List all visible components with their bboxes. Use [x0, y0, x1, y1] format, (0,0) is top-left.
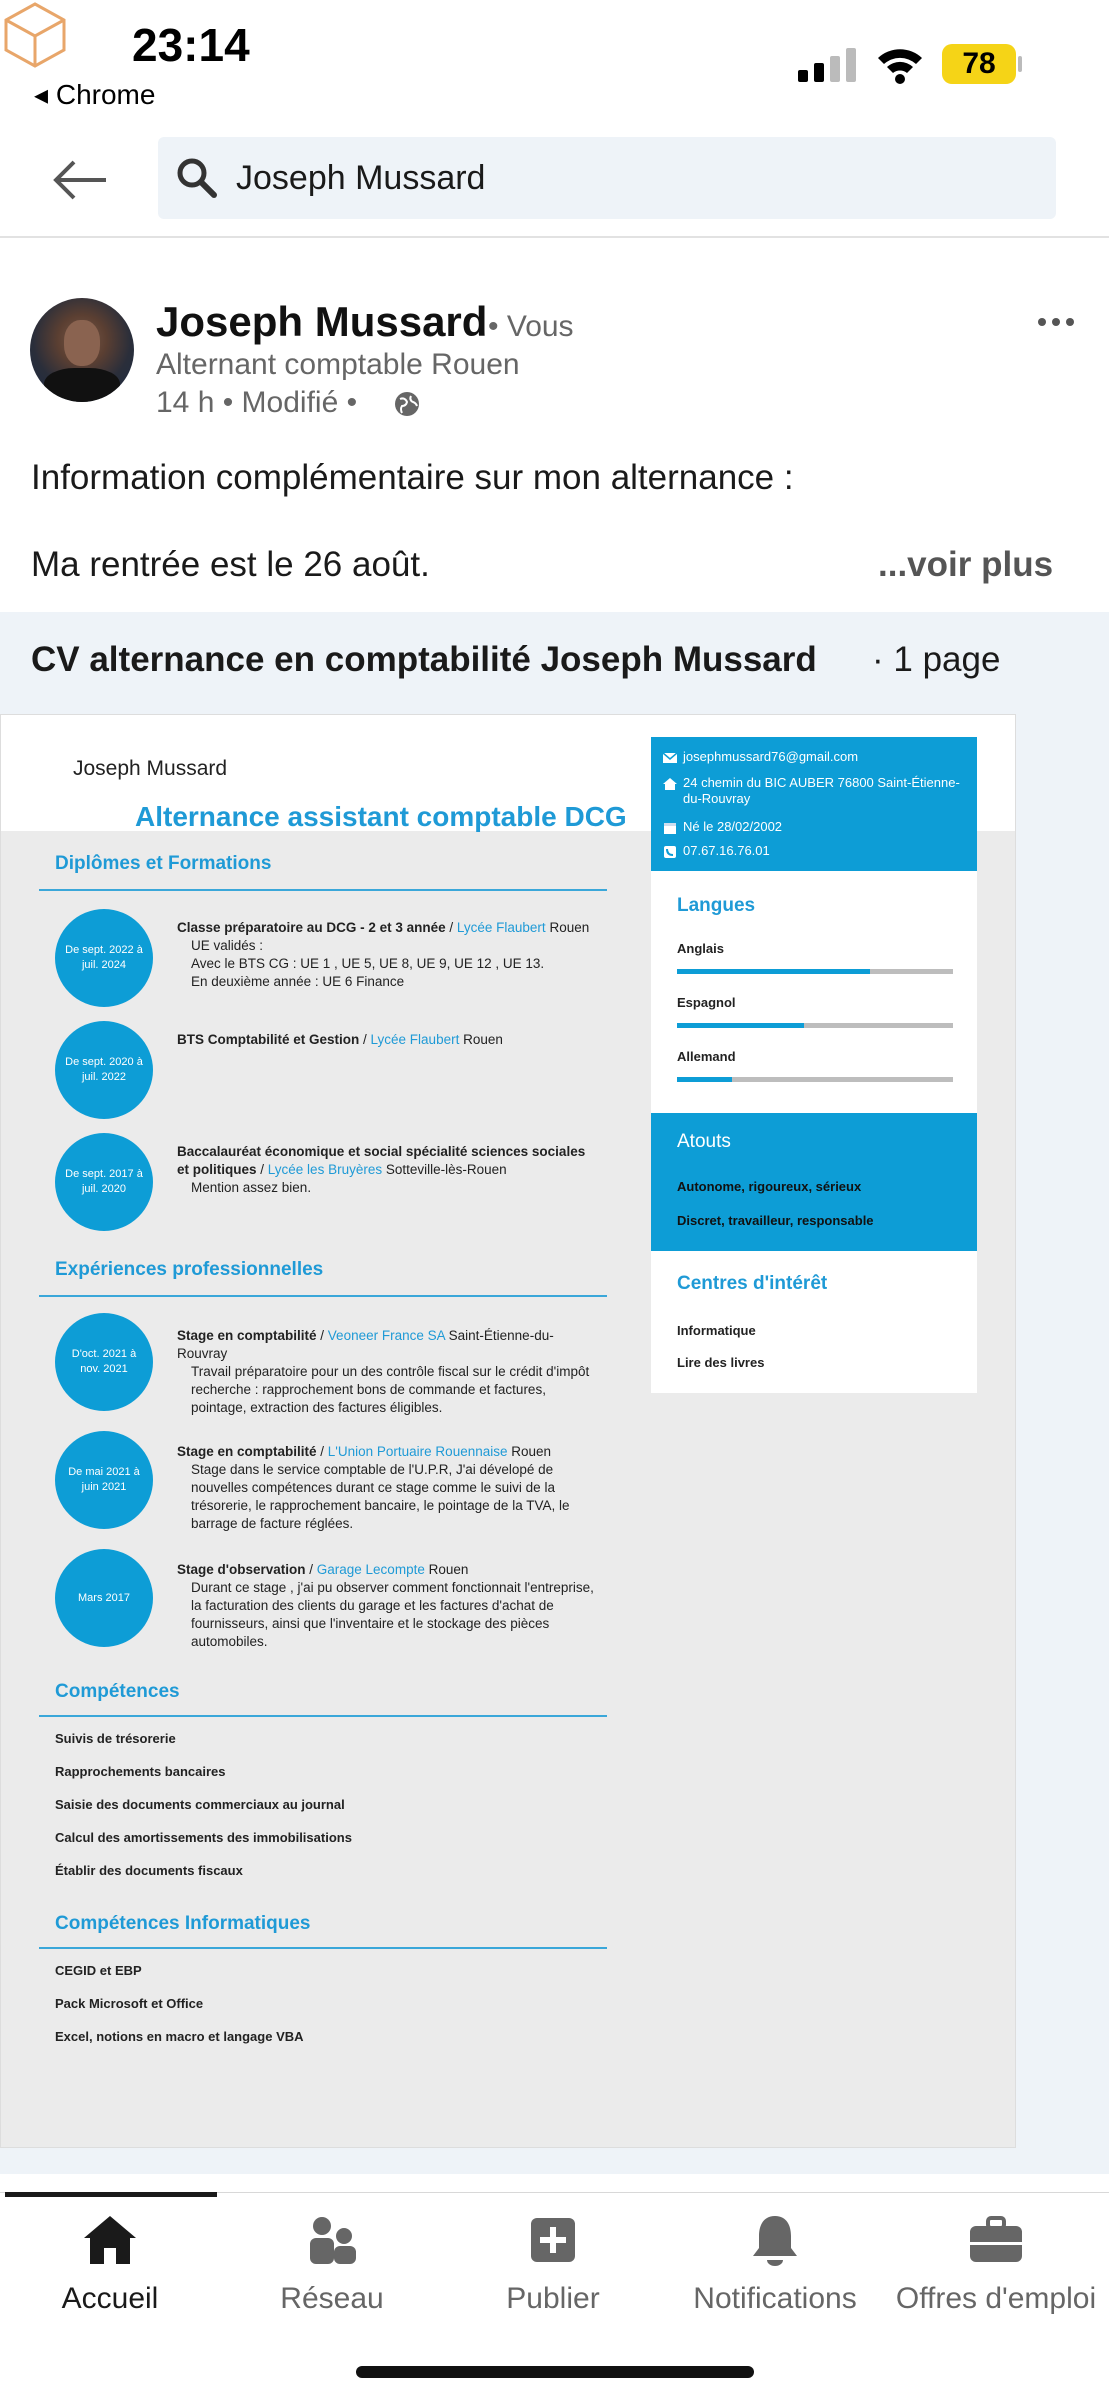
cv-document[interactable]	[0, 714, 1016, 2148]
exp-dates-3: Mars 2017	[55, 1549, 153, 1647]
exp-entry-3: Stage d'observation / Garage Lecompte Rouen Durant ce stage , j'ai pu observer comment fonctionnait l'entreprise, la facturation des clients du garage et les factures d'achat de fournisseurs, ainsi que l'inventaire et le stockage des pièces automobiles.	[177, 1562, 594, 1649]
post-text-line2: Ma rentrée est le 26 août.	[31, 545, 430, 584]
edu-dates-1: De sept. 2022 à juil. 2024	[55, 909, 153, 1007]
author-badge: • Vous	[488, 310, 574, 343]
edu-dates-3: De sept. 2017 à juil. 2020	[55, 1133, 153, 1231]
plus-square-icon	[523, 2210, 583, 2270]
calendar-icon	[663, 821, 677, 835]
nav-jobs[interactable]	[886, 2200, 1106, 2316]
document-title[interactable]: CV alternance en comptabilité Joseph Mussard	[31, 640, 817, 679]
cv-section-experience: Expériences professionnelles	[55, 1259, 324, 1280]
cv-section-skills: Compétences	[55, 1681, 180, 1702]
skill-item: Rapprochements bancaires	[55, 1764, 226, 1779]
nav-post-label: Publier	[506, 2282, 600, 2315]
cv-email: josephmussard76@gmail.com	[683, 749, 859, 764]
interest-item: Informatique	[677, 1323, 756, 1338]
it-skill-item: Excel, notions en macro et langage VBA	[55, 2029, 304, 2044]
skill-item: Saisie des documents commerciaux au journal	[55, 1797, 345, 1812]
nav-notifications-label: Notifications	[693, 2282, 857, 2315]
cv-birth: Né le 28/02/2002	[683, 819, 783, 834]
nav-home[interactable]	[0, 2200, 220, 2316]
cv-section-education: Diplômes et Formations	[55, 853, 272, 874]
cv-address: 24 chemin du BIC AUBER 76800 Saint-Étienne-du-Rouvray	[683, 775, 960, 806]
avatar[interactable]	[30, 298, 134, 402]
search-icon	[174, 155, 220, 201]
see-more-link[interactable]: ...voir plus	[878, 545, 1054, 584]
cv-interests-box	[651, 1251, 977, 1393]
language-name: Anglais	[677, 941, 724, 956]
phone-icon	[663, 845, 677, 859]
edu-entry-3: Baccalauréat économique et social spécialité sciences sociales et politiques / Lycée les Bruyères Sotteville-lès-Rouen Mention assez bien.	[177, 1144, 586, 1195]
exp-entry-2: Stage en comptabilité / L'Union Portuaire Rouennaise Rouen Stage dans le service comptable de l'U.P.R, J'ai dévelopé de nouvelles compétences durant ce stage comme le suivi de la trésorerie, le rapprochement bancaire, le pointage de la TVA, le barrage de facture réglées.	[177, 1444, 570, 1531]
status-time: 23:14	[132, 19, 250, 71]
document-page-count: · 1 page	[872, 640, 1001, 679]
language-level-bar	[677, 1077, 953, 1082]
battery-indicator	[942, 44, 1022, 84]
skill-item: Calcul des amortissements des immobilisations	[55, 1830, 352, 1845]
nav-notifications[interactable]	[665, 2200, 885, 2316]
edu-dates-2: De sept. 2020 à juil. 2022	[55, 1021, 153, 1119]
atout-item: Discret, travailleur, responsable	[677, 1213, 874, 1228]
battery-level: 78	[962, 47, 996, 80]
nav-jobs-label: Offres d'emploi	[895, 2282, 1097, 2315]
cv-headline: Alternance assistant comptable DCG	[135, 801, 627, 832]
mail-icon	[663, 751, 677, 765]
nav-post[interactable]	[443, 2200, 663, 2316]
back-app-label: Chrome	[55, 79, 156, 110]
back-to-app[interactable]: ◂ Chrome	[34, 79, 156, 110]
home-address-icon	[663, 777, 677, 791]
people-icon	[302, 2210, 362, 2270]
nav-network-label: Réseau	[280, 2282, 384, 2315]
author-title: Alternant comptable Rouen	[156, 348, 520, 381]
edu-entry-2: BTS Comptabilité et Gestion / Lycée Flaubert Rouen	[177, 1032, 503, 1047]
author-name[interactable]: Joseph Mussard	[156, 298, 488, 345]
language-level-bar	[677, 969, 953, 974]
exp-entry-1: Stage en comptabilité / Veoneer France SA Saint-Étienne-du-Rouvray Travail préparatoire pour un des contrôle fiscal sur le crédit d'impôt recherche : rapprochement bons de commande et factures, pointage, extraction des factures éligibles.	[177, 1328, 590, 1415]
nav-network[interactable]	[222, 2200, 442, 2316]
cube-icon	[0, 0, 70, 70]
cv-name: Joseph Mussard	[73, 757, 228, 780]
bell-icon	[745, 2210, 805, 2270]
search-input[interactable]	[158, 137, 1056, 219]
language-name: Allemand	[677, 1049, 736, 1064]
home-icon	[80, 2210, 140, 2270]
post-meta: 14 h • Modifié •	[156, 386, 358, 419]
search-query: Joseph Mussard	[236, 159, 486, 197]
post-text-line1: Information complémentaire sur mon alternance :	[31, 458, 794, 497]
nav-home-label: Accueil	[61, 2282, 159, 2315]
cv-section-it-skills: Compétences Informatiques	[55, 1913, 311, 1934]
cv-contact-box	[651, 737, 977, 871]
cv-interests-title: Centres d'intérêt	[677, 1273, 828, 1294]
language-name: Espagnol	[677, 995, 736, 1010]
briefcase-icon	[966, 2210, 1026, 2270]
wifi-icon	[876, 44, 924, 84]
skill-item: Établir des documents fiscaux	[55, 1863, 243, 1878]
atout-item: Autonome, rigoureux, sérieux	[677, 1179, 862, 1194]
edu-entry-1: Classe préparatoire au DCG - 2 et 3 année / Lycée Flaubert Rouen UE validés : Avec le BTS CG : UE 1 , UE 5, UE 8, UE 9, UE 12 , UE 13. En deuxième année : UE 6 Finance	[177, 920, 590, 989]
exp-dates-2: De mai 2021 à juin 2021	[55, 1431, 153, 1529]
interest-item: Lire des livres	[677, 1355, 765, 1370]
it-skill-item: Pack Microsoft et Office	[55, 1996, 204, 2011]
it-skill-item: CEGID et EBP	[55, 1963, 142, 1978]
cv-atouts-box	[651, 1113, 977, 1251]
cv-phone: 07.67.16.76.01	[683, 843, 770, 858]
language-level-bar	[677, 1023, 953, 1028]
active-tab-indicator	[5, 2192, 217, 2197]
cv-languages-title: Langues	[677, 895, 756, 916]
exp-dates-1: D'oct. 2021 à nov. 2021	[55, 1313, 153, 1411]
globe-icon	[392, 389, 422, 419]
header-divider	[0, 236, 1109, 238]
cv-atouts-title: Atouts	[677, 1131, 731, 1152]
skill-item: Suivis de trésorerie	[55, 1731, 176, 1746]
signal-icon	[798, 48, 858, 82]
home-indicator	[356, 2366, 754, 2378]
back-arrow-icon[interactable]	[50, 150, 110, 210]
more-options-icon[interactable]	[1036, 312, 1076, 332]
cv-languages-box	[651, 871, 977, 1113]
